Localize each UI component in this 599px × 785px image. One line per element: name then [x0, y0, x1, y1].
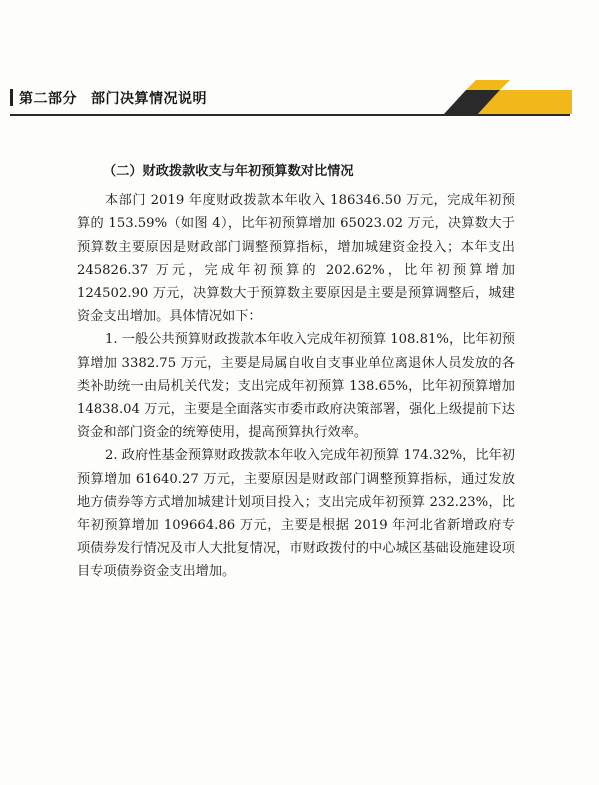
header-section-title: 部门决算情况说明	[91, 91, 207, 107]
header-part-label: 第二部分	[19, 91, 77, 107]
header-accent-bar	[10, 89, 13, 106]
header-decorative-stripe	[440, 80, 572, 114]
paragraph-government-fund: 2. 政府性基金预算财政拨款本年收入完成年初预算 174.32%，比年初预算增加 61640.27 万元，主要原因是财政部门调整预算指标，通过发放地方债券等方式增加城建计划项目投入；支出完成年初预算 232.23%，比年初预算增加 109664.86 万元，主要是根据 2019 年河北省新增政府专项债券发行情况及市人大批复情况，市财政拨付的中心城区基础设施建设项目专项债券资金支出增加。	[77, 448, 515, 580]
stripe-yellow-tip	[466, 80, 510, 90]
section-heading: （二）财政拨款收支与年初预算数对比情况	[103, 164, 354, 179]
paragraph-general-budget: 1. 一般公共预算财政拨款本年收入完成年初预算 108.81%，比年初预算增加 3382.75 万元，主要是局属自收自支事业单位离退休人员发放的各类补助统一由局机关代发；支出完成年初预算 138.65%，比年初预算增加 14838.04 万元，主要是全面落实市委市政府决策部署，强化上级提前下达资金和部门资金的统筹使用，提高预算执行效率。	[77, 332, 515, 441]
section-header	[0, 80, 572, 114]
paragraph-summary: 本部门 2019 年度财政拨款本年收入 186346.50 万元，完成年初预算的 153.59%（如图 4），比年初预算增加 65023.02 万元，决算数大于预算数主要原因是财政部门调整预算指标，增加城建资金投入；本年支出 245826.37 万元，完成年初预算的 202.62%，比年初预算增加 124502.90 万元，决算数大于预算数主要原因是主要是预算调整后，城建资金支出增加。具体情况如下：	[77, 193, 515, 325]
header-title	[19, 88, 207, 108]
section-body	[77, 160, 515, 584]
